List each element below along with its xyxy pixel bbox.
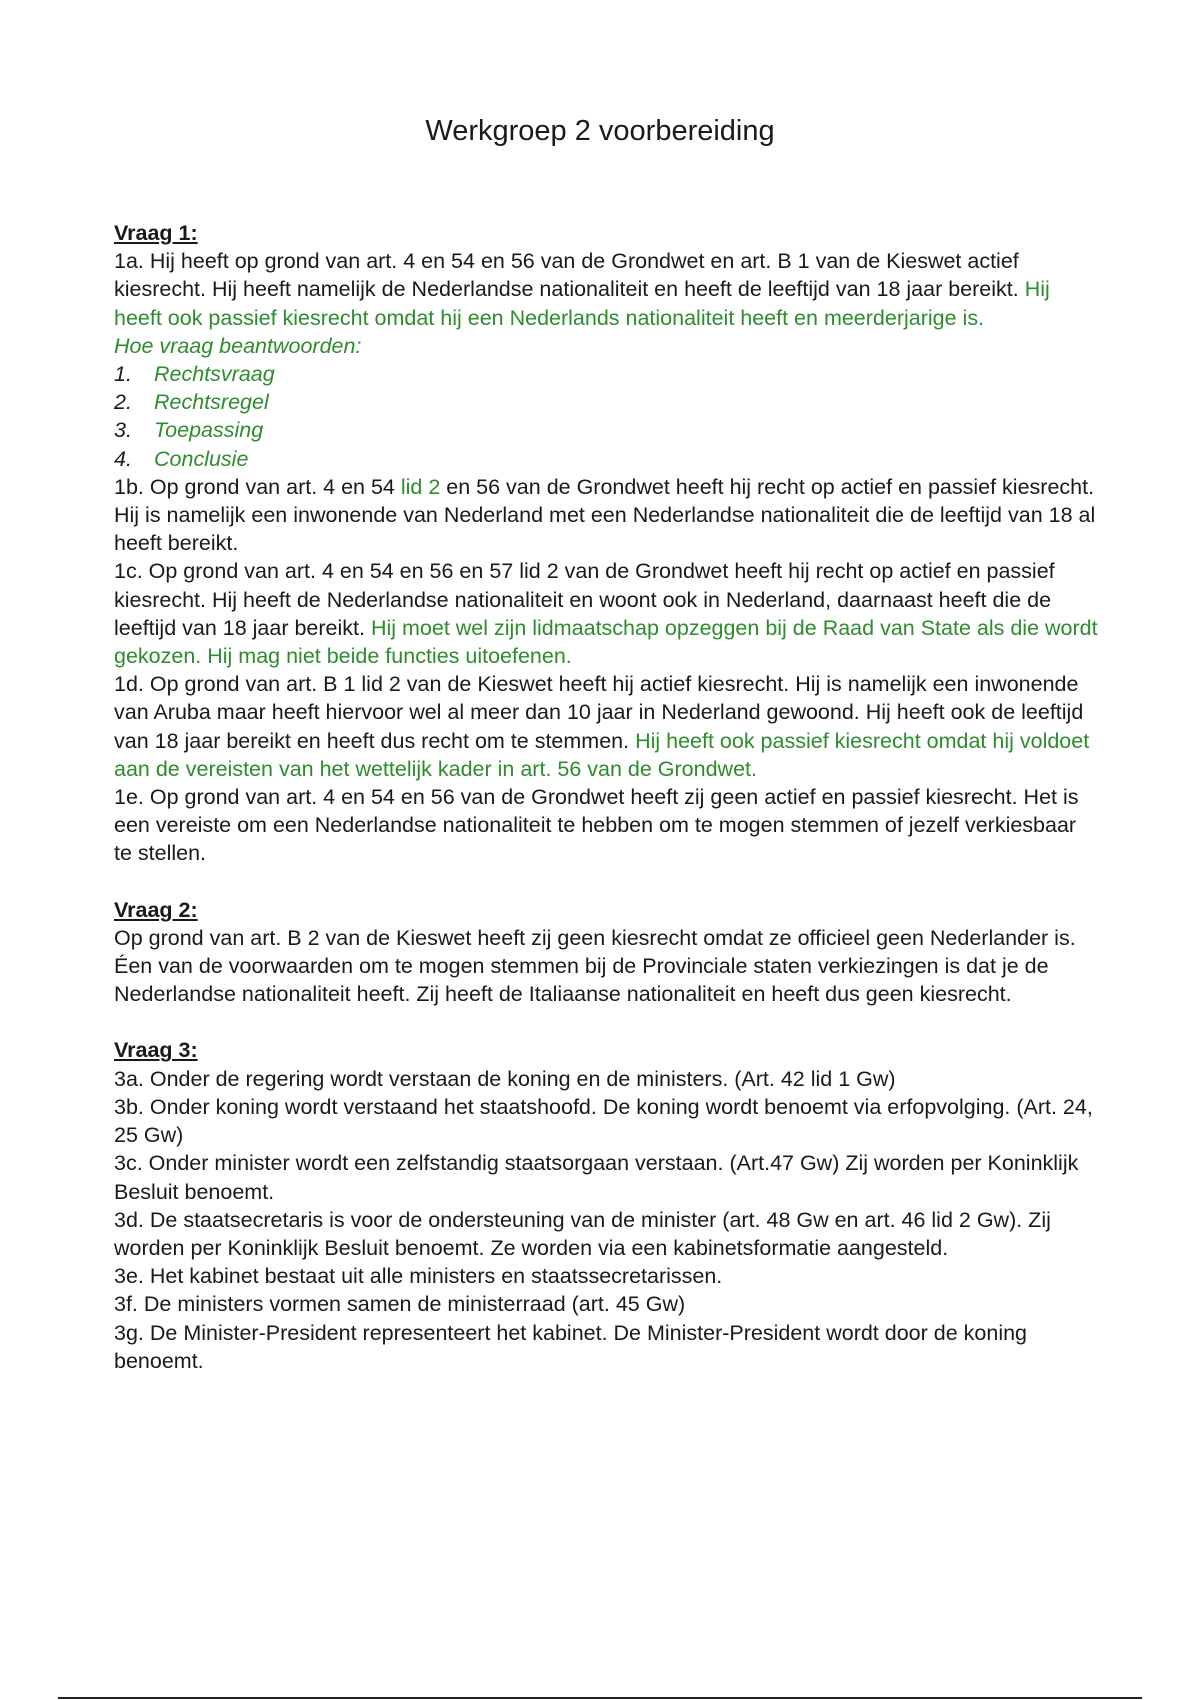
answer-step-number: 4. xyxy=(114,446,132,471)
question-3-section xyxy=(114,1036,1099,1374)
answer-step-number: 3. xyxy=(114,418,132,443)
bottom-divider xyxy=(58,1697,1142,1699)
answer-3b: 3b. Onder koning wordt verstaand het staatshoofd. De koning wordt benoemt via erfopvolging. (Art. 24, 25 Gw) xyxy=(114,1094,1093,1148)
question-2-heading: Vraag 2: xyxy=(114,897,198,922)
question-3-heading: Vraag 3: xyxy=(114,1038,198,1063)
answer-1d-feedback: Hij heeft ook passief kiesrecht omdat hij voldoet aan de vereisten van het wettelijk kader in art. 56 van de Grondwet. xyxy=(114,728,1090,781)
answer-step xyxy=(114,445,1099,473)
question-1-heading: Vraag 1: xyxy=(114,221,198,245)
answer-step xyxy=(114,360,1099,388)
answer-step xyxy=(114,388,1099,416)
answer-3e: 3e. Het kabinet bestaat uit alle ministers en staatssecretarissen. xyxy=(114,1264,723,1289)
answer-step-label: Rechtsvraag xyxy=(154,362,275,387)
answer-1a xyxy=(114,247,1099,332)
answer-1c xyxy=(114,557,1099,670)
answer-step-number: 2. xyxy=(114,390,132,415)
question-1-section xyxy=(114,219,1099,868)
answer-1d xyxy=(114,670,1099,783)
answer-1a-feedback: Hij heeft ook passief kiesrecht omdat hij een Nederlands nationaliteit heeft en meerderjarige is. xyxy=(114,277,1050,330)
answer-step-label: Rechtsregel xyxy=(154,390,269,415)
answer-3a: 3a. Onder de regering wordt verstaan de koning en de ministers. (Art. 42 lid 1 Gw) xyxy=(114,1066,896,1091)
answer-step-label: Conclusie xyxy=(154,446,249,471)
answer-3g: 3g. De Minister-President representeert het kabinet. De Minister-President wordt door de koning benoemt. xyxy=(114,1320,1028,1373)
page-title: Werkgroep 2 voorbereiding xyxy=(425,115,775,147)
answer-1c-feedback: Hij moet wel zijn lidmaatschap opzeggen bij de Raad van State als die wordt gekozen. Hij mag niet beide functies uitoefenen. xyxy=(114,615,1098,669)
answer-3f: 3f. De ministers vormen samen de ministerraad (art. 45 Gw) xyxy=(114,1292,686,1317)
answer-step-number: 1. xyxy=(114,362,132,387)
answer-1b-feedback: lid 2 xyxy=(400,474,441,499)
answer-1c-text: 1c. Op grond van art. 4 en 54 en 56 en 57 lid 2 van de Grondwet heeft hij recht op actief en passief kiesrecht. Hij heeft de Nederlandse nationaliteit en woont ook in Nederland, daarnaast heeft die de leeftijd van 18 jaar bereikt. xyxy=(114,559,1055,640)
answer-1b-text-end: en 56 van de Grondwet heeft hij recht op actief en passief kiesrecht. Hij is namelijk een inwonende van Nederland met een Nederlandse nationaliteit die de leeftijd van 18 al heeft bereikt. xyxy=(114,474,1096,556)
answer-step xyxy=(114,416,1099,444)
answer-1d-text: 1d. Op grond van art. B 1 lid 2 van de Kieswet heeft hij actief kiesrecht. Hij is namelijk een inwonende van Aruba maar heeft hiervoor wel al meer dan 10 jaar in Nederland gewoond. Hij heeft ook de leeftijd van 18 jaar bereikt en heeft dus recht om te stemmen. xyxy=(114,672,1084,753)
answer-1b xyxy=(114,473,1099,558)
question-2-section xyxy=(114,896,1099,1009)
answer-2: Op grond van art. B 2 van de Kieswet heeft zij geen kiesrecht omdat ze officieel geen Nederlander is. Éen van de voorwaarden om te mogen stemmen bij de Provinciale staten verkiezingen is dat je de Nederlandse nationaliteit heeft. Zij heeft de Italiaanse nationaliteit en heeft dus geen kiesrecht. xyxy=(114,925,1076,1007)
answer-steps-list xyxy=(114,360,1099,473)
answer-1e: 1e. Op grond van art. 4 en 54 en 56 van de Grondwet heeft zij geen actief en passief kiesrecht. Het is een vereiste om een Nederlandse nationaliteit te hebben om te mogen stemmen of jezelf verkiesbaar te stellen. xyxy=(114,785,1079,866)
answer-3c: 3c. Onder minister wordt een zelfstandig staatsorgaan verstaan. (Art.47 Gw) Zij worden per Koninklijk Besluit benoemt. xyxy=(114,1151,1079,1204)
answer-step-label: Toepassing xyxy=(154,418,264,443)
section-spacer xyxy=(114,1008,1099,1036)
answer-1a-text: 1a. Hij heeft op grond van art. 4 en 54 en 56 van de Grondwet en art. B 1 van de Kieswet actief kiesrecht. Hij heeft namelijk de Nederlandse nationaliteit en heeft de leeftijd van 18 jaar bereikt. xyxy=(114,249,1025,302)
answer-1b-text-start: 1b. Op grond van art. 4 en 54 xyxy=(114,474,401,499)
document-body xyxy=(114,219,1099,1375)
section-spacer xyxy=(114,868,1099,896)
answer-3d: 3d. De staatsecretaris is voor de ondersteuning van de minister (art. 48 Gw en art. 46 lid 2 Gw). Zij worden per Koninklijk Besluit benoemt. Ze worden via een kabinetsformatie aangesteld. xyxy=(114,1207,1051,1260)
how-to-answer-heading: Hoe vraag beantwoorden: xyxy=(114,333,362,358)
